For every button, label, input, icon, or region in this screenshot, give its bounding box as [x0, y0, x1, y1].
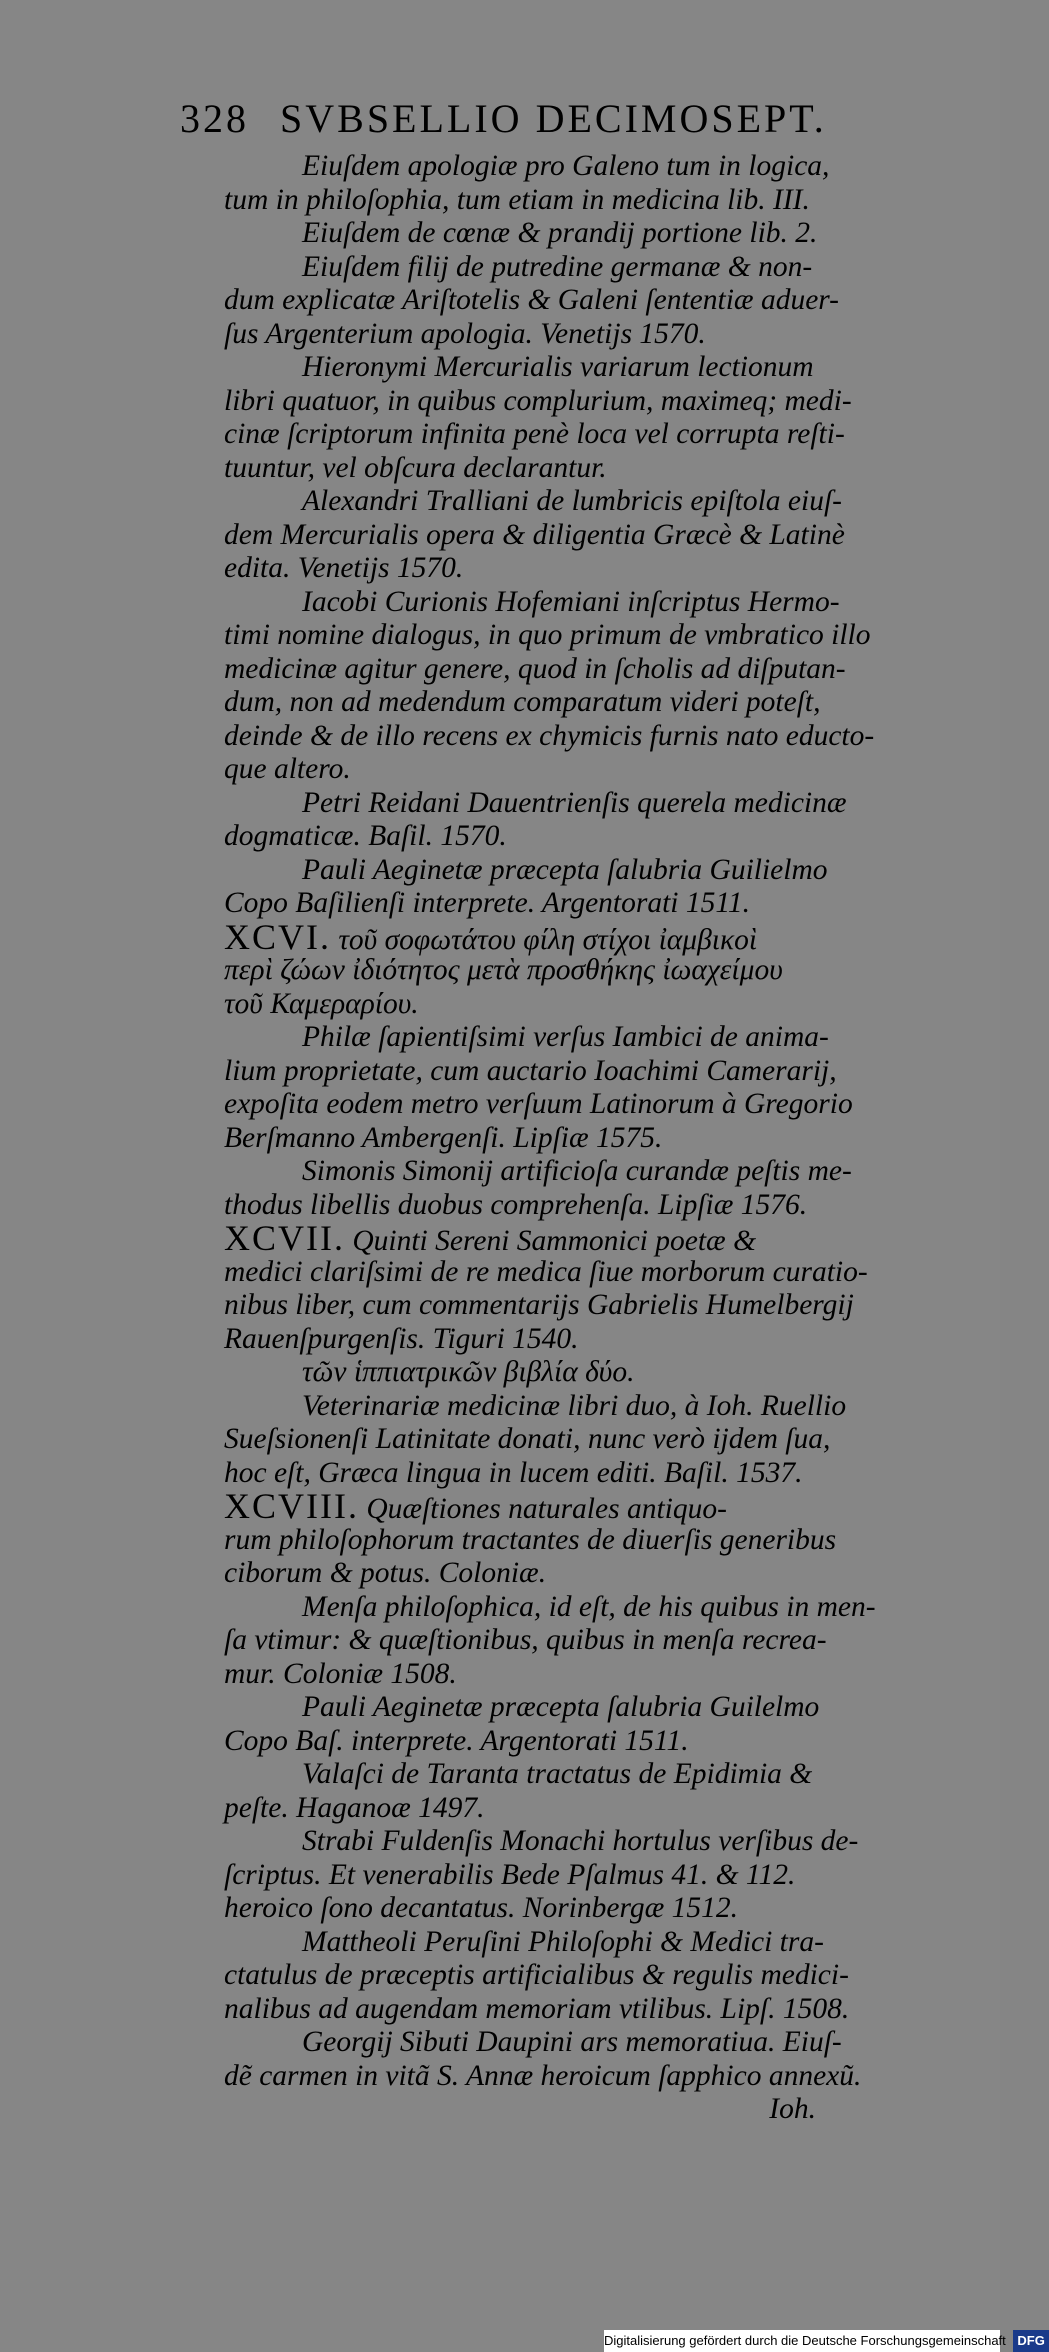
text-body [224, 150, 876, 2127]
text-line [224, 786, 847, 821]
text-line [224, 1925, 824, 1960]
line-text: heroico ſono decantatus. Norinbergæ 1512. [224, 1892, 739, 1924]
line-text: thodus libellis duobus comprehenſa. Lipſiæ 1576. [224, 1188, 808, 1221]
line-text: Georgij Sibuti Daupini ars memoratiua. Eiuſ- [302, 2026, 842, 2058]
text-line [224, 1758, 816, 1792]
text-line [224, 384, 852, 419]
line-text: Pauli Aeginetæ præcepta ſalubria Guilielmo [302, 853, 828, 886]
line-text: Quæſtiones naturales antiquo- [366, 1493, 727, 1525]
footer-text: Digitalisierung gefördert durch die Deutsche Forschungsgemeinschaft [604, 2333, 1006, 2348]
text-line [224, 753, 816, 787]
line-text: περὶ ζώων ἰδιότητος μετὰ προσθήκης ἰωαχείμου [224, 954, 783, 986]
line-text: Copo Baſ. interprete. Argentorati 1511. [224, 1724, 689, 1757]
text-line [224, 1691, 820, 1725]
text-line [224, 1255, 868, 1290]
line-text: Strabi Fuldenſis Monachi hortulus verſibus de- [302, 1825, 859, 1857]
line-text: Quinti Sereni Sammonici poetæ & [352, 1225, 757, 1257]
line-text: ctatulus de præceptis artificialibus & regulis medici- [224, 1959, 849, 1991]
text-line [224, 916, 816, 957]
line-text: Iacobi Curionis Hofemiani inſcriptus Hermo- [302, 585, 840, 618]
section-number: XCVII. [224, 1218, 345, 1258]
line-text: Eiuſdem apologiæ pro Galeno tum in logica, [302, 150, 830, 182]
text-line [224, 284, 840, 318]
section-number: XCVI. [224, 916, 331, 957]
text-line [224, 954, 816, 988]
line-text: Hieronymi Mercurialis variarum lectionum [302, 351, 814, 383]
text-line [224, 1457, 816, 1491]
line-text: Petri Reidani Dauentrienſis querela medicinæ [302, 786, 847, 819]
line-text: dogmaticæ. Baſil. 1570. [224, 820, 507, 852]
text-line [224, 150, 830, 184]
line-text: dum explicatæ Ariſtotelis & Galeni ſententiæ aduer- [224, 284, 840, 316]
text-line [224, 1725, 816, 1759]
text-line [224, 452, 816, 486]
text-line [224, 1054, 837, 1089]
text-line [224, 1155, 852, 1189]
text-line [224, 1189, 816, 1223]
line-text: Philæ ſapientiſsimi verſus Iambici de anima- [302, 1021, 829, 1053]
line-text: dem Mercurialis opera & diligentia Græcè & Latinè [224, 518, 845, 551]
line-text: Menſa philoſophica, id eſt, de his quibus in men- [302, 1590, 876, 1623]
line-text: dẽ carmen in vitã S. Annæ heroicum ſapphico annexũ. [224, 2059, 862, 2092]
line-text: medici clariſsimi de re medica ſiue morborum curatio- [224, 1255, 868, 1288]
text-line [224, 887, 816, 921]
line-text: rum philoſophorum tractantes de diuerſis generibus [224, 1523, 837, 1556]
line-text: lium proprietate, cum auctario Ioachimi Camerarij, [224, 1054, 837, 1087]
text-line [224, 1486, 816, 1526]
line-text: ciborum & potus. Coloniæ. [224, 1557, 547, 1589]
text-line [224, 820, 816, 854]
line-text: Ioh. [769, 2093, 816, 2125]
line-text: Sueſsionenſi Latinitate donati, nunc verò ijdem ſua, [224, 1423, 831, 1455]
page-header [180, 95, 827, 145]
text-line [224, 1825, 859, 1859]
page-number: 328 [180, 96, 249, 141]
text-line [224, 1021, 829, 1055]
line-text: peſte. Haganoæ 1497. [224, 1791, 485, 1824]
text-line [224, 1792, 816, 1826]
section-number: XCVIII. [224, 1486, 359, 1526]
text-line [224, 853, 828, 888]
text-line [224, 988, 816, 1022]
line-text: Berſmanno Ambergenſi. Lipſiæ 1575. [224, 1121, 663, 1154]
dfg-logo: DFG [1013, 2330, 1048, 2352]
digitization-footer [604, 2330, 1045, 2352]
text-line [224, 418, 845, 452]
text-line [224, 1859, 816, 1893]
line-text: que altero. [224, 753, 351, 785]
text-line [224, 1658, 816, 1692]
line-text: Mattheoli Peruſini Philoſophi & Medici tra- [302, 1925, 824, 1958]
line-text: tuuntur, vel obſcura declarantur. [224, 451, 607, 484]
line-text: τοῦ σοφωτάτου φίλη στίχοι ἰαμβικοὶ [338, 923, 758, 956]
line-text: Alexandri Tralliani de lumbricis epiſtola eiuſ- [302, 485, 842, 517]
text-line [224, 318, 816, 352]
line-text: edita. Venetijs 1570. [224, 552, 464, 584]
line-text: medicinæ agitur genere, quod in ſcholis ad diſputan- [224, 652, 846, 685]
text-line [224, 518, 845, 553]
line-text: Simonis Simonij artificioſa curandæ peſtis me- [302, 1155, 852, 1187]
text-line [224, 251, 816, 285]
text-line [224, 1557, 816, 1591]
text-line [224, 1356, 816, 1390]
text-line [224, 1389, 847, 1424]
text-line [224, 619, 871, 653]
line-text: τῶν ἱππιατρικῶν βιβλία δύο. [302, 1356, 635, 1388]
line-text: Pauli Aeginetæ præcepta ſalubria Guilelmo [302, 1691, 820, 1723]
line-text: dum, non ad medendum comparatum videri poteſt, [224, 686, 821, 718]
line-text: ſa vtimur: & quæſtionibus, quibus in menſa recrea- [224, 1624, 827, 1656]
running-title: SVBSELLIO DECIMOSEPT. [280, 96, 827, 141]
line-text: ſcriptus. Et venerabilis Bede Pſalmus 41. & 112. [224, 1858, 796, 1891]
text-line [224, 184, 816, 218]
line-text: hoc eſt, Græca lingua in lucem editi. Baſil. 1537. [224, 1456, 803, 1489]
line-text: tum in philoſophia, tum etiam in medicina lib. III. [224, 183, 810, 216]
line-text: deinde & de illo recens ex chymicis furnis nato educto- [224, 719, 875, 752]
text-line [224, 2093, 816, 2127]
line-text: timi nomine dialogus, in quo primum de vmbratico illo [224, 619, 871, 651]
text-line [224, 485, 842, 519]
line-text: Veterinariæ medicinæ libri duo, à Ioh. Ruellio [302, 1389, 847, 1422]
line-text: libri quatuor, in quibus complurium, maximeq; medi- [224, 384, 852, 417]
line-text: τοῦ Καμεραρίου. [224, 987, 419, 1020]
text-line [224, 1992, 850, 2027]
line-text: cinæ ſcriptorum infinita penè loca vel corrupta reſti- [224, 418, 845, 450]
text-line [224, 652, 846, 687]
line-text: Valaſci de Taranta tractatus de Epidimia & [302, 1758, 813, 1790]
text-line [224, 1423, 831, 1457]
text-line [224, 2026, 842, 2060]
text-line [224, 217, 816, 251]
line-text: Eiuſdem filij de putredine germanæ & non- [302, 250, 813, 283]
text-line [224, 2059, 862, 2094]
text-line [224, 1122, 816, 1156]
text-line [224, 1590, 876, 1625]
text-line [224, 1289, 854, 1323]
text-line [224, 1892, 816, 1926]
text-line [224, 1218, 816, 1258]
line-text: ſus Argenterium apologia. Venetijs 1570. [224, 317, 706, 350]
text-line [224, 351, 816, 385]
line-text: Eiuſdem de cœnæ & prandij portione lib. 2. [302, 217, 818, 249]
text-line [224, 1523, 837, 1558]
text-line [224, 1624, 827, 1658]
line-text: nalibus ad augendam memoriam vtilibus. Lipſ. 1508. [224, 1992, 850, 2025]
line-text: nibus liber, cum commentarijs Gabrielis Humelbergij [224, 1289, 854, 1321]
text-line [224, 686, 821, 720]
text-line [224, 585, 840, 620]
line-text: Copo Baſilienſi interprete. Argentorati 1511. [224, 887, 751, 919]
line-text: expoſita eodem metro verſuum Latinorum à Gregorio [224, 1088, 853, 1120]
text-line [224, 552, 816, 586]
text-line [224, 1088, 853, 1122]
text-line [224, 719, 875, 754]
text-line [224, 1323, 816, 1357]
line-text: Rauenſpurgenſis. Tiguri 1540. [224, 1322, 579, 1355]
text-line [224, 1959, 849, 1993]
line-text: mur. Coloniæ 1508. [224, 1657, 457, 1690]
